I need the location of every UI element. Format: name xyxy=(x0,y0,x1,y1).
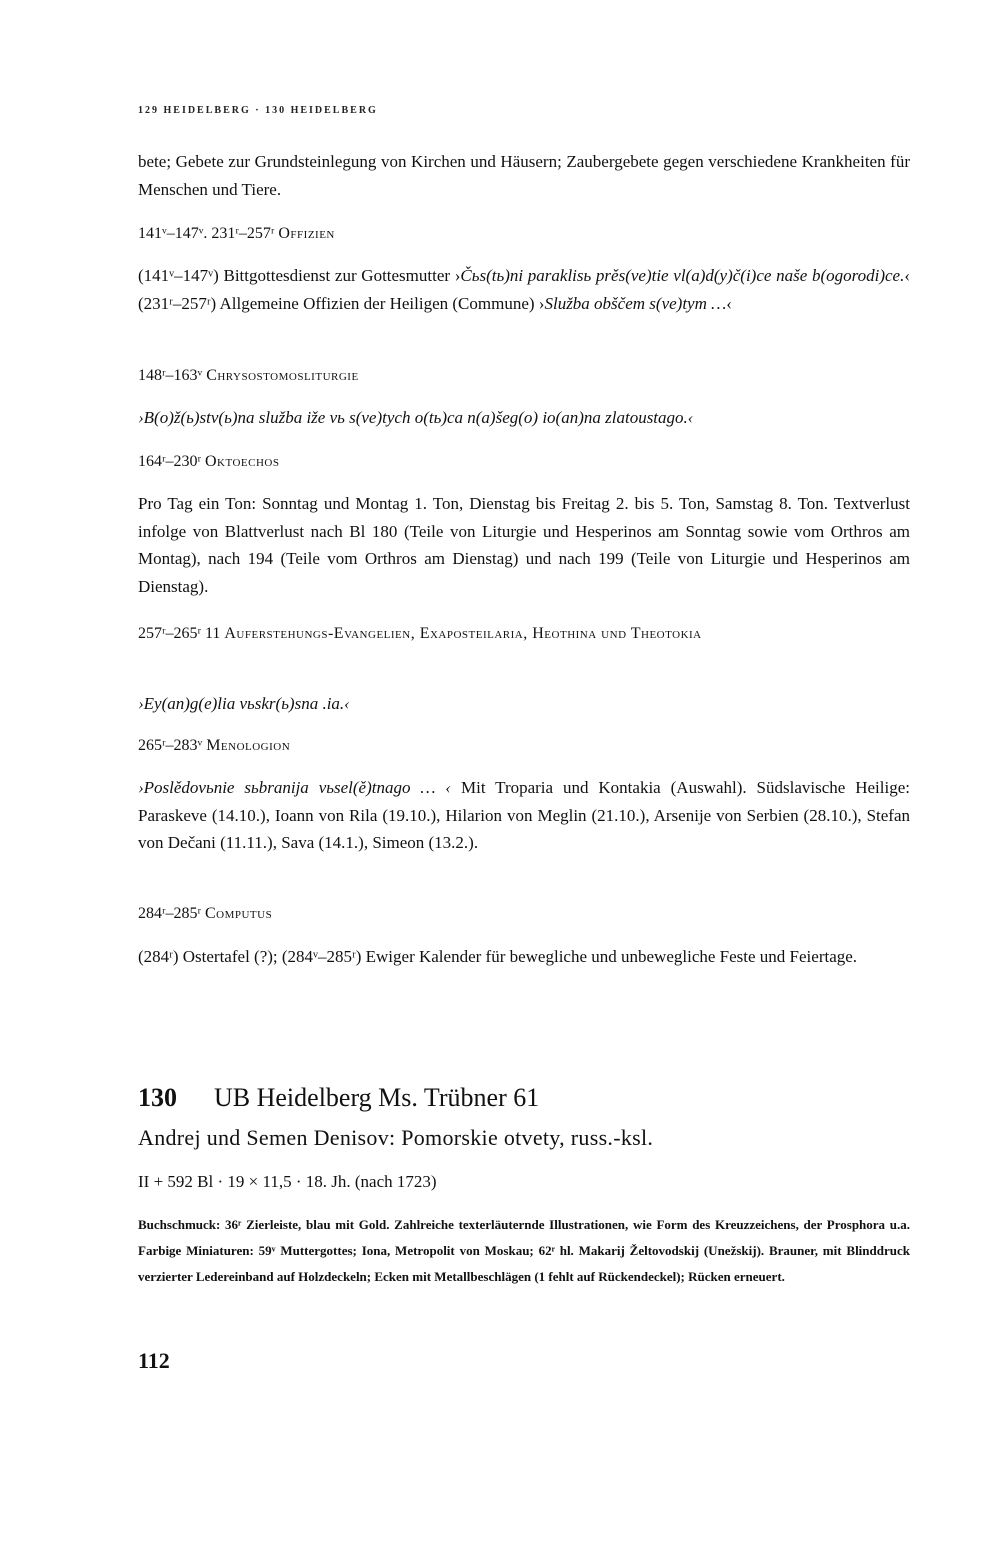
section-title: Computus xyxy=(204,905,273,922)
text-run: ‹ (231ʳ–257ʳ) Allgemeine Offizien der Heiligen (Commune) › xyxy=(138,266,910,313)
section-heading-offizien xyxy=(138,222,910,246)
text-run: ‹ xyxy=(726,293,732,313)
incipit-evangelien: ›Eу(an)g(e)lia vьskr(ь)sna .ia.‹ xyxy=(138,694,350,713)
section-heading-computus xyxy=(138,902,910,926)
paragraph-offizien xyxy=(138,262,910,317)
paragraph-menologion xyxy=(138,774,910,857)
entry-subtitle: Andrej und Semen Denisov: Pomorskie otvety, russ.-ksl. xyxy=(138,1125,654,1150)
paragraph-computus: (284ʳ) Ostertafel (?); (284ᵛ–285ʳ) Ewiger Kalender für bewegliche und unbewegliche Feste und Feiertage. xyxy=(138,947,858,966)
section-folios: 257ʳ–265ʳ 11 xyxy=(138,625,221,642)
section-title: Chrysostomosliturgie xyxy=(206,367,359,384)
section-title: Menologion xyxy=(206,737,291,754)
section-heading-menologion xyxy=(138,734,910,758)
incipit: ›Poslědovьnie sьbranija vьsel(ě)tnago … ‹ xyxy=(138,778,452,797)
section-title: Oktoechos xyxy=(204,453,280,470)
section-folios: 164ʳ–230ʳ xyxy=(138,453,201,470)
section-title: Offizien xyxy=(278,225,335,242)
section-folios: 148ʳ–163ᵛ xyxy=(138,367,203,384)
incipit-liturgie: ›B(o)ž(ь)stv(ь)na služba iže vь s(ve)tych o(tь)ca n(a)šeg(o) io(an)na zlatoustago.‹ xyxy=(138,408,694,427)
page-number: 112 xyxy=(138,1348,170,1373)
paragraph-prayers: bete; Gebete zur Grundsteinlegung von Kirchen und Häusern; Zaubergebete gegen verschiedene Krankheiten für Menschen und Tiere. xyxy=(138,152,910,199)
running-head: 129 HEIDELBERG · 130 HEIDELBERG xyxy=(138,105,378,116)
entry-heading xyxy=(138,1082,910,1114)
entry-number: 130 xyxy=(138,1083,177,1112)
entry-meta: II + 592 Bl · 19 × 11,5 · 18. Jh. (nach 1723) xyxy=(138,1172,437,1191)
paragraph-oktoechos: Pro Tag ein Ton: Sonntag und Montag 1. Ton, Dienstag bis Freitag 2. bis 5. Ton, Samstag 8. Ton. Textverlust infolge von Blattverlust nach Bl 180 (Teile von Liturgie und Hesperinos am Sonntag sowie vom Orthros am Montag), nach 194 (Teile vom Orthros am Dienstag) und nach 199 (Teile von Liturgie und Hesperinos am Dienstag). xyxy=(138,494,910,596)
section-heading-oktoechos xyxy=(138,450,910,474)
incipit: Čьs(tь)ni paraklisь prěs(ve)tie vl(a)d(y)č(i)ce naše b(ogorodi)ce. xyxy=(460,266,905,285)
text-run: Mit Troparia und Kontakia (Auswahl). Südslavische Heilige: Paraskeve (14.10.), Ioann von Rila (19.10.), Hilarion von Meglin (21.10.), Arsenije von Serbien (28.10.), Stefan von Dečani (11.11.), Sava (14.1.), Simeon (13.2.). xyxy=(138,778,910,852)
section-title: Auferstehungs-Evangelien, Exaposteilaria, Heothina und Theotokia xyxy=(224,625,702,642)
section-folios: 284ʳ–285ʳ xyxy=(138,905,201,922)
section-folios: 141ᵛ–147ᵛ. 231ʳ–257ʳ xyxy=(138,225,275,242)
entry-title: UB Heidelberg Ms. Trübner 61 xyxy=(214,1083,540,1112)
incipit: Služba obščem s(ve)tym … xyxy=(544,293,727,313)
section-heading-liturgie xyxy=(138,364,910,388)
entry-description: Buchschmuck: 36ʳ Zierleiste, blau mit Gold. Zahlreiche texterläuternde Illustrationen, wie Form des Kreuzzeichens, der Prosphora u.a. Farbige Miniaturen: 59ᵛ Muttergottes; Iona, Metropolit von Moskau; 62ʳ hl. Makarij Želtovodskij (Unežskij). Brauner, mit Blinddruck verzierter Ledereinband auf Holzdeckeln; Ecken mit Metallbeschlägen (1 fehlt auf Rückendeckel); Rücken erneuert. xyxy=(138,1217,910,1284)
section-folios: 265ʳ–283ᵛ xyxy=(138,737,203,754)
section-heading-evangelien xyxy=(138,620,910,648)
text-run: (141ᵛ–147ᵛ) Bittgottesdienst zur Gottesmutter › xyxy=(138,266,461,285)
